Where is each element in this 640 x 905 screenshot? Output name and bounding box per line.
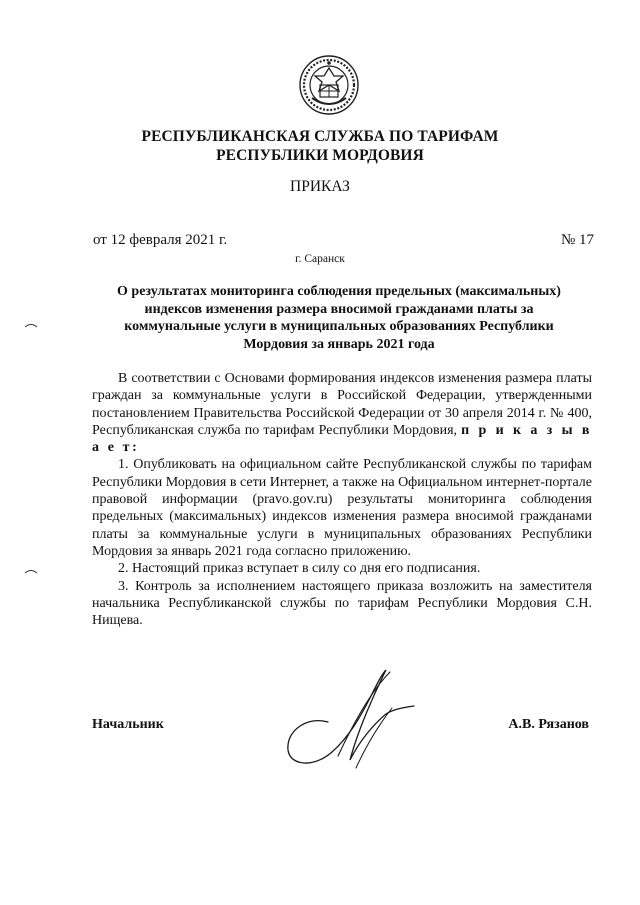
document-type: ПРИКАЗ bbox=[290, 178, 350, 195]
coat-of-arms-icon bbox=[298, 54, 360, 116]
organization-name bbox=[0, 127, 640, 165]
intro-paragraph bbox=[92, 370, 592, 456]
organization-name-line-2: РЕСПУБЛИКИ МОРДОВИЯ bbox=[216, 147, 424, 164]
document-city: г. Саранск bbox=[295, 253, 345, 265]
title-line: индексов изменения размера вносимой гражданами платы за bbox=[144, 301, 534, 317]
margin-mark bbox=[24, 322, 38, 328]
signatory-role: Начальник bbox=[92, 717, 164, 732]
title-line: коммунальные услуги в муниципальных образованиях Республики bbox=[124, 319, 554, 334]
title-line: Мордовия за январь 2021 года bbox=[243, 336, 435, 352]
item-2: 2. Настоящий приказ вступает в силу со дня его подписания. bbox=[118, 561, 481, 577]
margin-mark bbox=[24, 568, 38, 574]
item-1: 1. Опубликовать на официальном сайте Республиканской службы по тарифам Республики Мордовия в сети Интернет, а также на Официальном интернет-портале правовой информации (pravo.gov.ru) результаты мониторинга соблюдения предельных (максимальных) индексов изменения размера вносимой гражданами платы за коммунальные услуги в муниципальных образованиях Республики Мордовия за январь 2021 года согласно приложению. bbox=[92, 457, 592, 559]
document-date: от 12 февраля 2021 г. bbox=[93, 232, 228, 248]
document-body bbox=[92, 370, 592, 629]
document-number: № 17 bbox=[560, 232, 594, 248]
intro-text: В соответствии с Основами формирования индексов изменения размера платы граждан за коммунальные услуги в Российской Федерации, утвержденными постановлением Правительства Российской Федерации от 30 апреля 2014 г. № 400, Республиканская служба по тарифам Республики Мордовия, bbox=[92, 371, 592, 438]
handwritten-signature bbox=[268, 664, 418, 784]
signatory-name: А.В. Рязанов bbox=[508, 717, 589, 732]
item-3: 3. Контроль за исполнением настоящего приказа возложить на заместителя начальника Республиканской службы по тарифам Республики Мордовия С.Н. Нищева. bbox=[92, 578, 592, 629]
organization-name-line-1: РЕСПУБЛИКАНСКАЯ СЛУЖБА ПО ТАРИФАМ bbox=[141, 128, 499, 145]
title-line: О результатах мониторинга соблюдения предельных (максимальных) bbox=[117, 284, 561, 299]
decree-word: п р и к а з ы в а е т: bbox=[92, 422, 593, 456]
document-title bbox=[96, 283, 582, 353]
